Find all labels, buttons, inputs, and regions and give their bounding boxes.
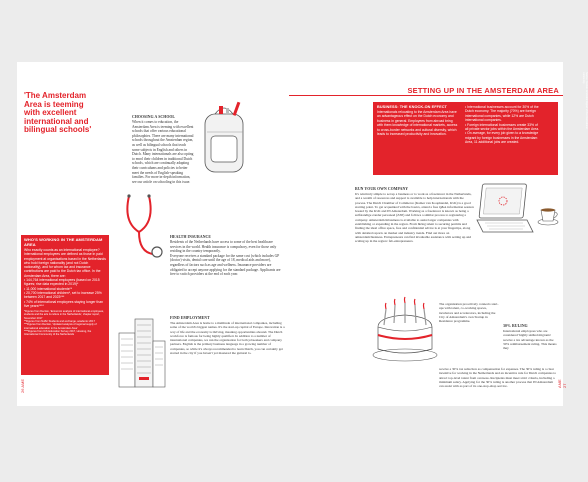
- business-left-column: [377, 105, 459, 136]
- choosing-school-heading: CHOOSING A SCHOOL: [132, 115, 176, 119]
- left-page-number: 26 AME: [20, 378, 25, 393]
- page-title: SETTING UP IN THE AMSTERDAM AREA: [407, 86, 559, 95]
- sidebar-body: Who exactly counts as an international employee? International employees are defined as those in paid employment at organisations based in the Netherlands who hold foreign nationality (and not Dutch nationality), and for whom tax and insurance contributions are paid to the Dutch tax office. In the Amsterdam Area, there are: • 144,764 international employees (based on 2015 figures; rise data expected in 2019)* • 11,000 international students** • 20,700 international children*, set to increase 25% between 2017 and 2023*** • 74% of international employees staying longer than five years****: [24, 248, 106, 308]
- health-insurance-body: Residents of the Netherlands have access to some of the best healthcare services in the world. Health insurance is compulsory, even for those only residing in the country temporarily. Everyone receives a standard package for the same cost (which includes GP (doctor) visits, dental care until the age of 18, medical aids and more), regardless of factors such as age and wellness. Insurance providers are obligated to accept anyone applying for the standard package. Applicants are free to switch providers at the end of each year.: [170, 240, 281, 277]
- business-bullet: • International businesses account for 30% of the Dutch economy. The majority (70%) are foreign international companies, while 12% are Dutch international companies.: [465, 105, 539, 123]
- sidebar-heading: WHO'S WORKING IN THE AMSTERDAM AREA: [24, 237, 103, 247]
- ruling-body-continued: receive a 30% tax reduction as compensation for expenses. The 30% ruling is a clear incentive for working in the Netherlands and an incentive rule for Dutch companies to attract top-level talent from overseas. Recipients must meet strict criteria, including a minimum salary. Applying for the 30% ruling is another process that IN Amsterdam can assist with as part of its one-stop-shop service.: [439, 367, 557, 389]
- find-employment-body: The Amsterdam Area is home to a multitude of international companies, including some of the world's biggest names. It's the start-up capital of Europe. Innovation is a way of life and the economy is thriving, meaning opportunities abound. The Dutch workforce is famous for being highly qualified. In addition to a number of international companies, we run the organisation for both jobseekers and company partners. English is the primary business language in a growing number of companies, so while it's always recommended to learn Dutch, you can certainly get started in the city if you haven't yet mastered the guttural G.: [170, 321, 285, 356]
- sidebar-footnotes: *Figures from Decisio, 'Economic analysis of international employees, students and the arts & culture in the Netherlands', chapter report, November 2017 **Figures from Nuffic Students and exchange, academic 2017 ***Figures from Decisio, 'Updated analysis of regional supply of international education in the Amsterdam Area' ****Figures from ICS Education Survey 2017, Housing, the International Community of the Netherlands: [24, 310, 104, 337]
- business-source: Source: Decisio, Economic impact of the international community: [582, 72, 588, 129]
- right-page-number: AME 27: [557, 379, 567, 388]
- left-page: [17, 62, 289, 406]
- ruling-body: International employees who are considered 'highly skilled migrants' receive a tax advantage known as the 30% reimbursement ruling. This means they: [503, 329, 557, 351]
- business-heading: BUSINESS: THE KNOCK-ON EFFECT: [377, 105, 447, 109]
- stethoscope-illustration: [119, 192, 167, 262]
- ruling-heading: 30% RULING: [503, 324, 528, 328]
- right-page: [289, 62, 588, 406]
- business-bullet: • On average, for every job given to a knowledge migrant by foreign businesses in the Amsterdam Area, 11 additional jobs are created.: [465, 131, 539, 145]
- health-insurance-heading: HEALTH INSURANCE: [170, 235, 212, 239]
- coffee-cup-illustration: [537, 204, 561, 226]
- backpack-illustration: [197, 102, 252, 182]
- laptop-illustration: [475, 180, 537, 238]
- business-right-column: [465, 105, 541, 145]
- ruling-section: [503, 324, 558, 350]
- business-body: Internationals relocating to the Amsterdam Area have an advantageous effect on the Dutch economy and business in general. Employees from abroad bring with them knowledge of international markets, access to cross-border networks and cultural diversity, which leads to increased productivity and innovation.: [377, 110, 458, 137]
- cake-illustration: [372, 287, 438, 365]
- pull-quote: 'The Amsterdam Area is teeming with excellent international and bilingual schools': [24, 91, 92, 135]
- find-employment-heading: FIND EMPLOYMENT: [170, 316, 210, 320]
- choosing-school-body: When it comes to education, the Amsterdam Area is teeming with excellent schools that offer various educational philosophies. There are many international schools throughout the Amsterdam region, as well as bilingual schools that teach some subjects in English and others in Dutch. Many internationals are also opting to enrol their children in traditional Dutch schools, which are continually adapting their curriculums and policies to better meet the needs of English-speaking families. For more in-depth information, see our article on schooling in this issue.: [132, 120, 194, 184]
- find-employment-section: [170, 316, 285, 355]
- own-company-section: [355, 187, 475, 244]
- title-underline: [289, 95, 563, 96]
- own-company-continued: The organisation proactively connects start-ups with talent, co-working spaces, incubators and accelerators, including the City of Amsterdam's own Startup in Residence programme.: [439, 302, 499, 324]
- business-bullet: • Foreign international businesses create 33% of all private sector jobs within the Amsterdam Area.: [465, 122, 540, 132]
- city-buildings-illustration: [115, 315, 167, 387]
- choosing-school-section: [132, 115, 194, 184]
- health-insurance-section: [170, 235, 285, 277]
- own-company-body: It's relatively simple to set up a business or to work as a freelancer in the Netherlands, and a wealth of resources and support is available to help internationals with the process. The Dutch Chamber of Commerce (Kamer van Koophandel, KvK) is a good starting point. To get acquainted with the basics, attend a free Q&A information session hosted by the KvK and IN Amsterdam. Working as a freelancer is known as being a zelfstandige zonder personeel (ZZP) and follows a similar process to registering a company. Amsterdam Inbusiness is available to assist larger companies with establishing or expanding in the region. From hiring talent to securing permits and finding the ideal office space, free and confidential advice is at your fingertips, along with detailed reports on market and industry trends. Find out more on amsterdam/business. Entrepreneurs can find invaluable assistance with setting up and scaling up in the region: feb-entrepreneurs.: [355, 192, 474, 244]
- sidebar-box: [21, 235, 109, 375]
- own-company-heading: RUN YOUR OWN COMPANY: [355, 187, 409, 191]
